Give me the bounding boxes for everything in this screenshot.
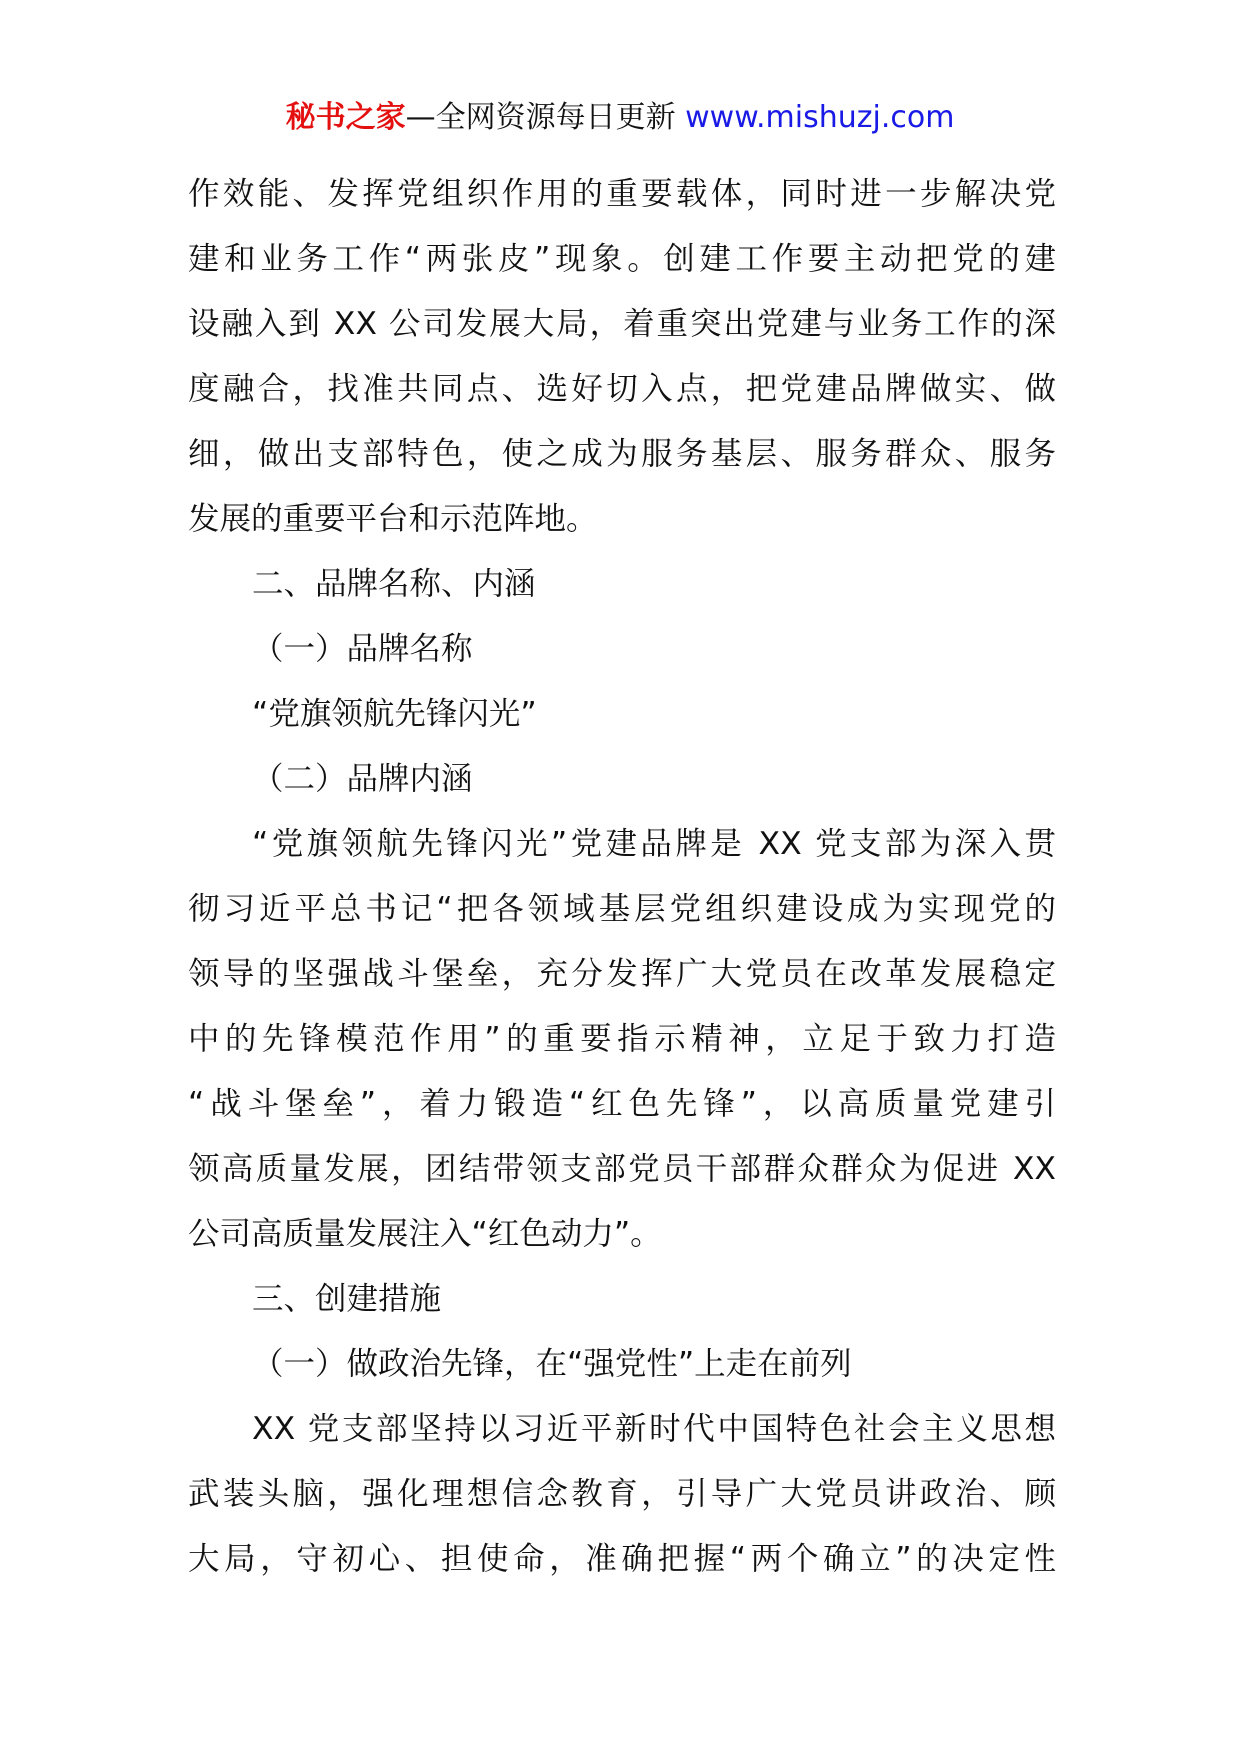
paragraph-line: 大局，守初心、担使命，准确把握“两个确立”的决定性: [188, 1541, 1056, 1577]
paragraph-line: “党旗领航先锋闪光”党建品牌是 XX 党支部为深入贯: [252, 826, 1056, 862]
paragraph-line: 公司高质量发展注入“红色动力”。: [188, 1216, 662, 1252]
paragraph-line: 武装头脑，强化理想信念教育，引导广大党员讲政治、顾: [188, 1476, 1056, 1512]
subsection-heading: （一）做政治先锋，在“强党性”上走在前列: [252, 1346, 852, 1382]
paragraph-line: 作效能、发挥党组织作用的重要载体，同时进一步解决党: [188, 176, 1056, 212]
paragraph-line: 建和业务工作“两张皮”现象。创建工作要主动把党的建: [188, 241, 1056, 277]
paragraph-line: 领导的坚强战斗堡垒，充分发挥广大党员在改革发展稳定: [188, 956, 1056, 992]
document-body: [188, 162, 1056, 1592]
section-heading: 二、品牌名称、内涵: [252, 566, 536, 602]
paragraph-line: XX 党支部坚持以习近平新时代中国特色社会主义思想: [252, 1411, 1056, 1447]
paragraph-line: 领高质量发展，团结带领支部党员干部群众群众为促进 XX: [188, 1151, 1056, 1187]
paragraph-line: 彻习近平总书记“把各领域基层党组织建设成为实现党的: [188, 891, 1056, 927]
site-tagline: —全网资源每日更新: [405, 100, 686, 135]
paragraph-line: 发展的重要平台和示范阵地。: [188, 501, 598, 537]
site-url-link[interactable]: www.mishuzj.com: [685, 100, 955, 135]
paragraph-line: 设融入到 XX 公司发展大局，着重突出党建与业务工作的深: [188, 306, 1056, 342]
site-header: [0, 96, 1240, 140]
brand-name-text: “党旗领航先锋闪光”: [252, 696, 537, 732]
paragraph-line: “战斗堡垒”，着力锻造“红色先锋”，以高质量党建引: [188, 1086, 1056, 1122]
paragraph-line: 细，做出支部特色，使之成为服务基层、服务群众、服务: [188, 436, 1056, 472]
paragraph-line: 度融合，找准共同点、选好切入点，把党建品牌做实、做: [188, 371, 1056, 407]
subsection-heading: （二）品牌内涵: [252, 761, 473, 797]
subsection-heading: （一）品牌名称: [252, 631, 473, 667]
site-brand: 秘书之家: [285, 100, 406, 135]
paragraph-line: 中的先锋模范作用”的重要指示精神，立足于致力打造: [188, 1021, 1056, 1057]
section-heading: 三、创建措施: [252, 1281, 442, 1317]
